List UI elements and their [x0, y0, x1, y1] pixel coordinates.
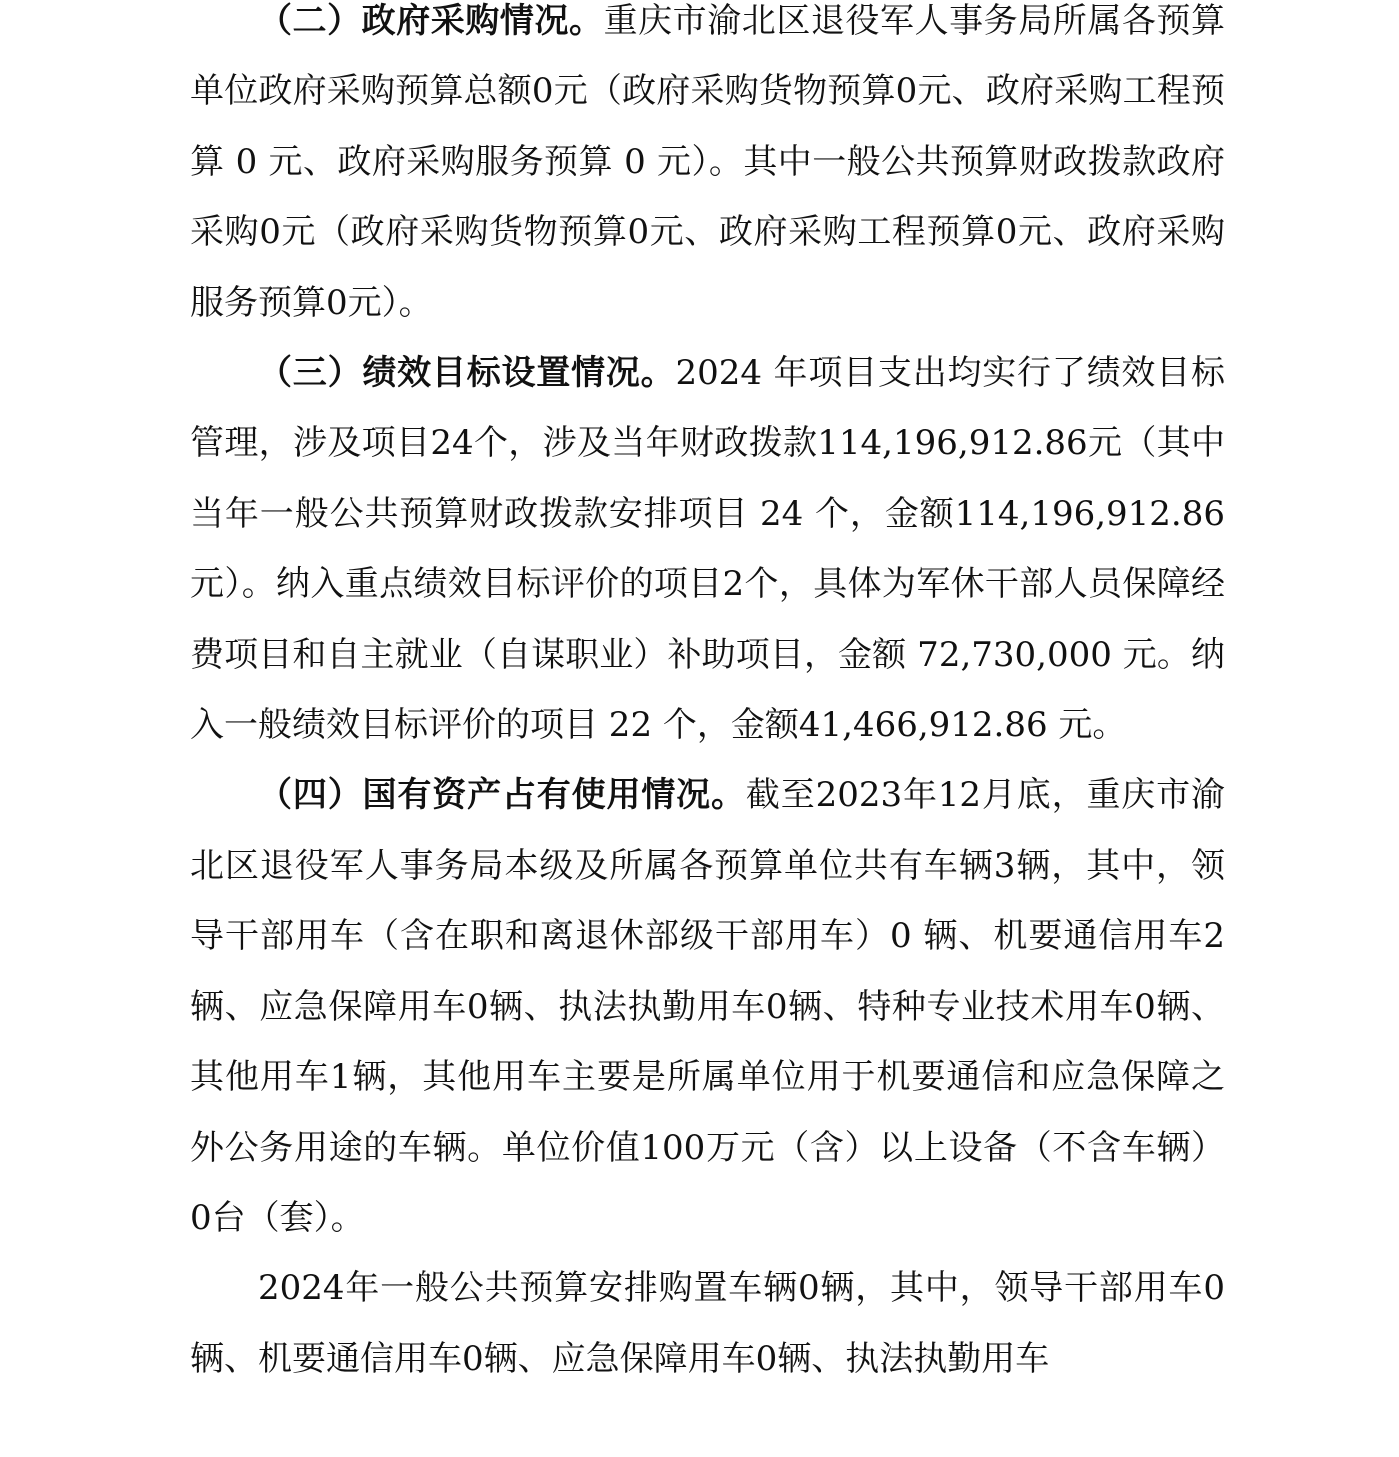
paragraph-text: 重庆市渝北区退役军人事务局所属各预算单位政府采购预算总额0元（政府采购货物预算0元、政府采购工程预算 0 元、政府采购服务预算 0 元）。其中一般公共预算财政拨款政府采购0元（政府采购货物预算0元、政府采购工程预算0元、政府采购服务预算0元）。: [190, 1, 1226, 323]
paragraph-government-procurement: [190, 0, 1225, 338]
paragraph-vehicle-purchase: [190, 1253, 1225, 1394]
paragraph-text: 2024年一般公共预算安排购置车辆0辆，其中，领导干部用车0辆、机要通信用车0辆、应急保障用车0辆、执法执勤用车: [190, 1268, 1225, 1379]
section-heading: （三）绩效目标设置情况。: [258, 353, 676, 394]
section-heading: （四）国有资产占有使用情况。: [258, 775, 746, 816]
paragraph-text: 截至2023年12月底，重庆市渝北区退役军人事务局本级及所属各预算单位共有车辆3辆，其中，领导干部用车（含在职和离退休部级干部用车）0 辆、机要通信用车2辆、应急保障用车0辆、执法执勤用车0辆、特种专业技术用车0辆、其他用车1辆，其他用车主要是所属单位用于机要通信和应急保障之外公务用途的车辆。单位价值100万元（含）以上设备（不含车辆）0台（套）。: [190, 775, 1225, 1238]
document-page: [190, 0, 1225, 1394]
paragraph-performance-targets: [190, 338, 1225, 760]
paragraph-state-assets: [190, 760, 1225, 1253]
section-heading: （二）政府采购情况。: [258, 1, 604, 41]
paragraph-text: 2024 年项目支出均实行了绩效目标管理，涉及项目24个，涉及当年财政拨款114,196,912.86元（其中当年一般公共预算财政拨款安排项目 24 个，金额114,196,912.86 元）。纳入重点绩效目标评价的项目2个，具体为军休干部人员保障经费项目和自主就业（自谋职业）补助项目，金额 72,730,000 元。纳入一般绩效目标评价的项目 22 个，金额41,466,912.86 元。: [190, 353, 1225, 746]
